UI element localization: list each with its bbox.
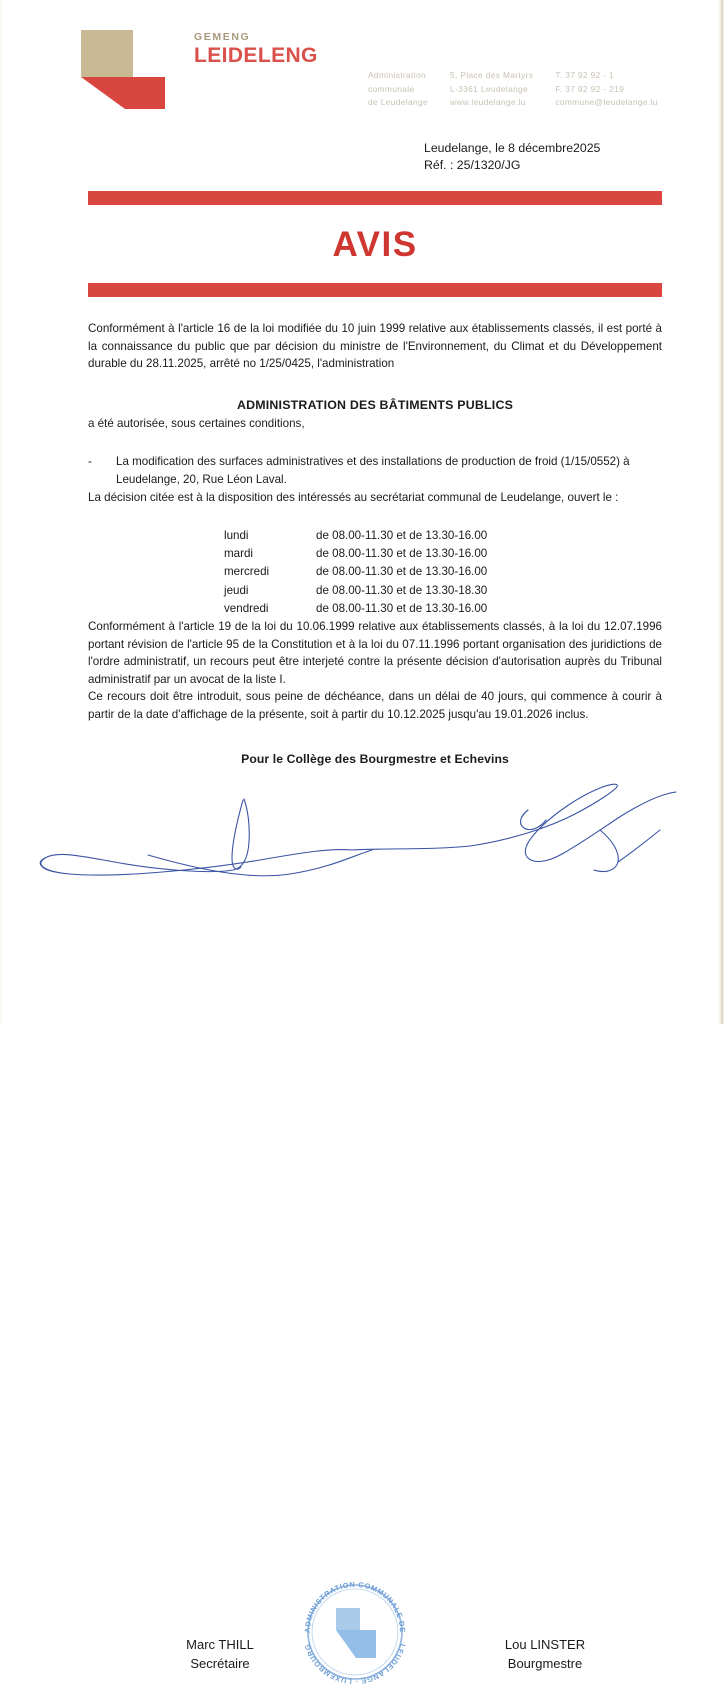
address-line: Administration — [368, 70, 426, 80]
address-line: de Leudelange — [368, 97, 428, 108]
bullet-dash-marker: - — [88, 455, 92, 469]
deadline-paragraph: Ce recours doit être introduit, sous peine de déchéance, dans un délai de 40 jours, qui commence à courir à partir de la date d'affichage de la présente, soit à partir du 10.12.2025 jusqu'au 19.01.2026 inclus. — [88, 690, 662, 721]
handwritten-signatures-icon — [0, 770, 724, 920]
banner-bar-top — [88, 191, 662, 205]
avis-banner — [88, 191, 662, 297]
logo-wordmark — [194, 32, 318, 66]
address-column-contact — [555, 69, 657, 110]
table-row — [224, 563, 487, 581]
address-line-phone: T. 37 92 92 - 1 — [555, 70, 615, 80]
commune-logo — [79, 28, 318, 108]
date-reference-block — [424, 140, 600, 175]
hours-day: mardi — [224, 547, 253, 561]
hours-time: de 08.00-11.30 et de 13.30-16.00 — [316, 601, 488, 615]
college-heading: Pour le Collège des Bourgmestre et Echevins — [241, 751, 509, 766]
signature-left-role: Secrétaire — [190, 1655, 250, 1671]
hours-day: jeudi — [224, 583, 249, 597]
logo-name-text: LEIDELENG — [194, 43, 318, 67]
table-row — [224, 582, 487, 600]
hours-time: de 08.00-11.30 et de 13.30-16.00 — [316, 547, 488, 561]
availability-paragraph: La décision citée est à la disposition des intéressés au secrétariat communal de Leudelange, ouvert le : — [88, 490, 619, 504]
hours-day: mercredi — [224, 565, 270, 579]
svg-text:ADMINISTRATION COMMUNALE DE: ADMINISTRATION COMMUNALE DE — [302, 1579, 408, 1634]
signature-names-row — [0, 1636, 724, 1674]
authority-heading: ADMINISTRATION DES BÂTIMENTS PUBLICS — [236, 397, 514, 412]
table-row — [224, 527, 487, 545]
page-title: AVIS — [332, 225, 418, 264]
bullet-item-text: La modification des surfaces administratives et des installations de production de froid (1/15/0552) à Leudelange, 20, Rue Léon Laval. — [116, 455, 630, 486]
signature-left-name: Marc THILL — [186, 1637, 254, 1652]
banner-bar-bottom — [88, 283, 662, 297]
table-row — [224, 600, 487, 618]
opening-hours-table — [224, 527, 487, 618]
svg-text:LEUDELANGE · LUXEMBOURG: LEUDELANGE · LUXEMBOURG — [302, 1642, 408, 1687]
hours-day: vendredi — [224, 601, 269, 615]
signature-area — [0, 770, 724, 1687]
hours-day: lundi — [224, 529, 249, 543]
address-line: communale — [368, 83, 415, 94]
letterhead-header — [0, 28, 724, 118]
authorization-line: a été autorisée, sous certaines conditions, — [88, 416, 305, 430]
place-and-date: Leudelange, le 8 décembre2025 — [424, 141, 601, 155]
signature-right — [415, 1636, 675, 1674]
reference-number: Réf. : 25/1320/JG — [424, 158, 521, 173]
logo-gemeng-text: GEMENG — [194, 31, 251, 43]
signature-right-name: Lou LINSTER — [504, 1637, 586, 1652]
hours-time: de 08.00-11.30 et de 13.30-16.00 — [316, 529, 488, 543]
letterhead-address-block — [368, 69, 658, 110]
document-body — [88, 320, 662, 768]
intro-paragraph: Conformément à l'article 16 de la loi modifiée du 10 juin 1999 relative aux établissements classés, il est porté à la connaissance du public que par décision du ministre de l'Environnement, du Climat et du Développement durable du 28.11.2025, arrêté no 1/25/0425, l'administration — [88, 322, 662, 371]
address-line-email: commune@leudelange.lu — [555, 97, 658, 108]
address-column-office — [368, 69, 428, 110]
hours-time: de 08.00-11.30 et de 13.30-16.00 — [316, 565, 488, 579]
address-column-street — [450, 69, 533, 110]
table-row — [224, 545, 487, 563]
signature-left — [75, 1636, 365, 1674]
address-line-fax: F. 37 92 92 - 219 — [555, 83, 625, 94]
authorization-bullet — [88, 453, 662, 488]
appeal-paragraph: Conformément à l'article 19 de la loi du 10.06.1999 relative aux établissements classés, à la loi du 12.07.1996 portant révision de l'article 95 de la Constitution et à la loi du 07.11.1996 portant organisation des juridictions de l'ordre administratif, un recours peut être interjeté contre la présente décision d'autorisation auprès du Tribunal administratif par un avocat de la liste I. — [88, 619, 662, 686]
address-line: L-3361 Leudelange — [449, 83, 529, 94]
signature-right-role: Bourgmestre — [507, 1655, 583, 1671]
hours-time: de 08.00-11.30 et de 13.30-18.30 — [316, 583, 488, 597]
address-line-website: www.leudelange.lu — [449, 97, 526, 108]
address-line: 5, Place des Martyrs — [449, 70, 534, 80]
